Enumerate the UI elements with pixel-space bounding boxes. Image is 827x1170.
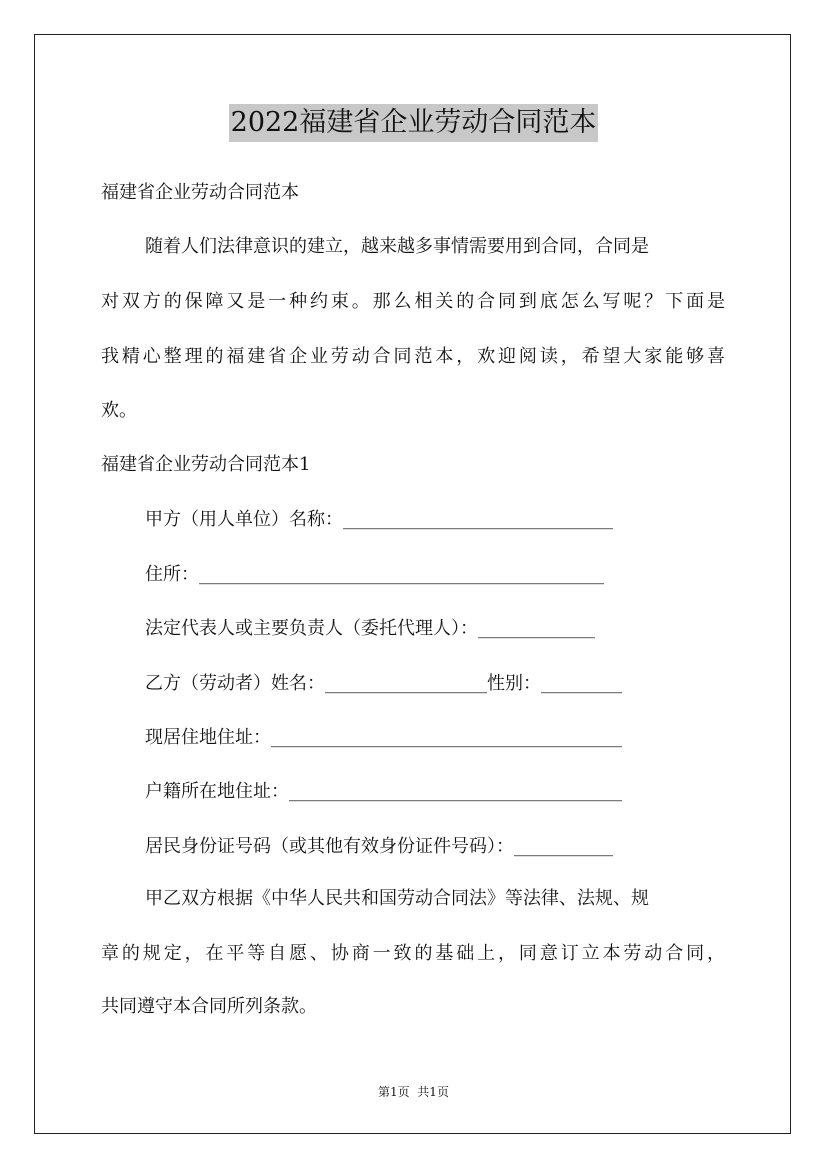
field-household-address: 户籍所在地住址：_____________________________________ [145, 781, 622, 802]
intro-line-1: 随着人们法律意识的建立，越来越多事情需要用到合同，合同是 [145, 236, 649, 257]
page-footer: 第1页 共1页 [378, 1085, 449, 1099]
field-party-b-name: 乙方（劳动者）姓名：__________________性别：_________ [145, 673, 622, 694]
field-current-address: 现居住地住址：_______________________________________ [145, 727, 622, 748]
field-id-number: 居民身份证号码（或其他有效身份证件号码）：___________ [145, 836, 613, 857]
document-subtitle: 福建省企业劳动合同范本 [101, 182, 299, 203]
intro-line-3: 我精心整理的福建省企业劳动合同范本，欢迎阅读，希望大家能够喜 [101, 346, 725, 367]
field-legal-representative: 法定代表人或主要负责人（委托代理人）：_____________ [145, 618, 595, 639]
closing-line-2: 章的规定，在平等自愿、协商一致的基础上，同意订立本劳动合同， [101, 943, 725, 964]
intro-line-4: 欢。 [101, 400, 137, 421]
closing-line-1: 甲乙双方根据《中华人民共和国劳动合同法》等法律、法规、规 [145, 888, 649, 909]
section-heading: 福建省企业劳动合同范本1 [101, 454, 311, 475]
field-party-a-name: 甲方（用人单位）名称：______________________________ [145, 509, 613, 530]
title-container [0, 104, 827, 142]
field-address: 住所：_____________________________________________ [145, 564, 604, 585]
document-title: 2022福建省企业劳动合同范本 [229, 104, 599, 142]
intro-line-2: 对双方的保障又是一种约束。那么相关的合同到底怎么写呢？下面是 [101, 291, 725, 312]
closing-line-3: 共同遵守本合同所列条款。 [101, 996, 317, 1017]
